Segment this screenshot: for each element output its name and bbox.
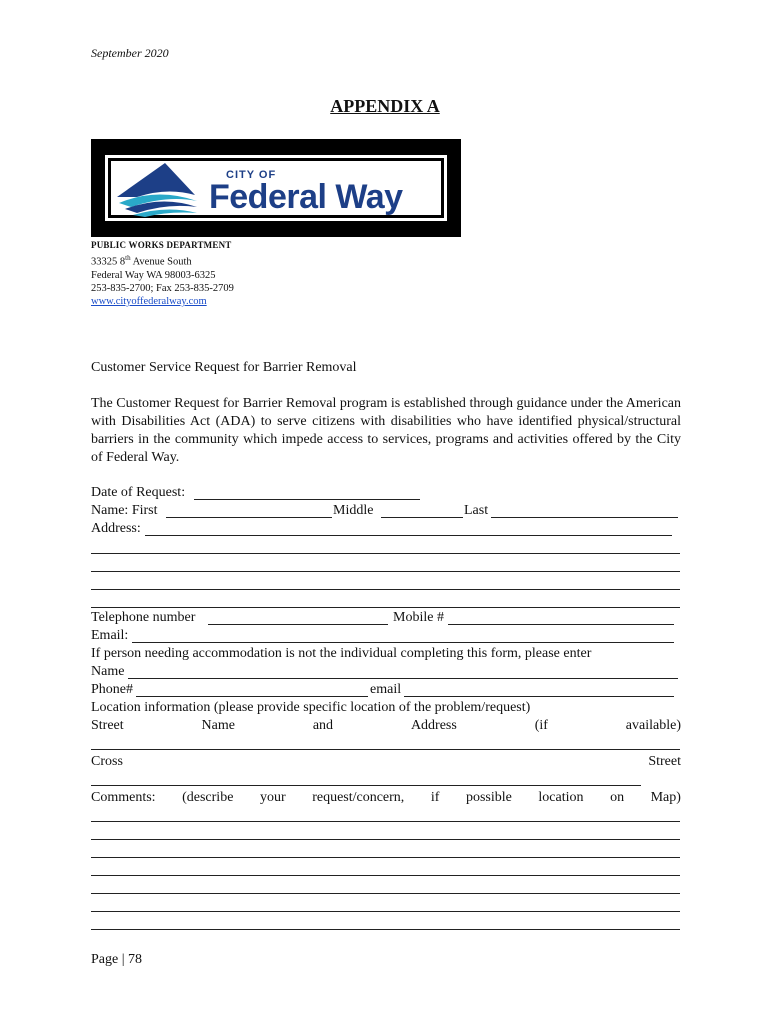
name2-field[interactable] (128, 678, 678, 679)
page-title: APPENDIX A (330, 96, 440, 116)
last-name-field[interactable] (491, 517, 678, 518)
form-heading: Customer Service Request for Barrier Removal (91, 360, 357, 375)
street-word: and (312, 718, 334, 733)
street-number: 33325 8 (91, 256, 126, 268)
comments-line-1[interactable] (91, 821, 680, 822)
form-intro: The Customer Request for Barrier Removal program is established through guidance under the American with Disabilities Act (ADA) to serve citizens with disabilities who have identified physical/structural barriers in the community which impede access to services, programs and activities offered by the City of Federal Way. (91, 396, 681, 465)
street-word: Name (201, 718, 235, 733)
address-field[interactable] (145, 535, 672, 536)
comments-word: on (610, 790, 625, 805)
street-word: Street (91, 718, 124, 733)
logo-city-of: CITY OF (226, 169, 277, 181)
address-block (91, 239, 234, 309)
phone2-field[interactable] (136, 696, 368, 697)
mobile-field[interactable] (448, 624, 674, 625)
email-label: Email: (91, 628, 129, 643)
address-line-2[interactable] (91, 553, 680, 554)
street-word: (if (534, 718, 548, 733)
address-line-4[interactable] (91, 589, 680, 590)
email-field[interactable] (132, 642, 674, 643)
comments-line-4[interactable] (91, 875, 680, 876)
street-word: available) (625, 718, 681, 733)
logo-panel (105, 155, 447, 221)
comments-line-2[interactable] (91, 839, 680, 840)
comments-word: your (259, 790, 286, 805)
first-name-field[interactable] (166, 517, 332, 518)
comments-word: Comments: (91, 790, 156, 805)
email2-field[interactable] (404, 696, 674, 697)
street-address-field[interactable] (91, 749, 680, 750)
comments-line-5[interactable] (91, 893, 680, 894)
city-logo (91, 139, 461, 237)
comments-word: request/concern, (312, 790, 405, 805)
name2-label: Name (91, 664, 125, 679)
cross-word: Cross (91, 754, 123, 769)
cross-word: Street (648, 754, 681, 769)
comments-word: location (538, 790, 584, 805)
address-line-5[interactable] (91, 607, 680, 608)
comments-line-3[interactable] (91, 857, 680, 858)
comments-word: if (430, 790, 440, 805)
phone-fax: 253-835-2700; Fax 253-835-2709 (91, 283, 234, 295)
address-label: Address: (91, 521, 141, 536)
header-date: September 2020 (91, 46, 169, 60)
date-label: Date of Request: (91, 485, 186, 500)
mobile-label: Mobile # (393, 610, 444, 625)
comments-row (91, 789, 681, 807)
middle-name-field[interactable] (381, 517, 463, 518)
street-name: Avenue South (130, 256, 192, 268)
cross-street-field[interactable] (91, 785, 641, 786)
telephone-label: Telephone number (91, 610, 196, 625)
address-line-3[interactable] (91, 571, 680, 572)
location-label: Location information (please provide specific location of the problem/request) (91, 700, 531, 715)
email2-label: email (370, 682, 402, 697)
accommodation-note: If person needing accommodation is not the individual completing this form, please enter (91, 646, 592, 661)
department-name: PUBLIC WORKS DEPARTMENT (91, 240, 232, 250)
name-first-label: Name: First (91, 503, 158, 518)
telephone-field[interactable] (208, 624, 388, 625)
street-row (91, 717, 681, 735)
street-word: Address (410, 718, 457, 733)
page-number: Page | 78 (91, 952, 143, 967)
comments-word: Map) (650, 790, 681, 805)
street-address (91, 252, 234, 269)
middle-label: Middle (333, 503, 374, 518)
logo-name: Federal Way (209, 178, 403, 216)
comments-word: (describe (182, 790, 234, 805)
phone2-label: Phone# (91, 682, 133, 697)
cross-street-row (91, 753, 681, 771)
last-label: Last (464, 503, 489, 518)
comments-word: possible (465, 790, 512, 805)
street-suffix-sup: th (125, 254, 131, 263)
city-state-zip: Federal Way WA 98003-6325 (91, 269, 216, 281)
comments-line-7[interactable] (91, 929, 680, 930)
comments-line-6[interactable] (91, 911, 680, 912)
wave-mark-icon (107, 157, 217, 219)
date-field[interactable] (194, 499, 420, 500)
website-link[interactable]: www.cityoffederalway.com (91, 296, 207, 308)
